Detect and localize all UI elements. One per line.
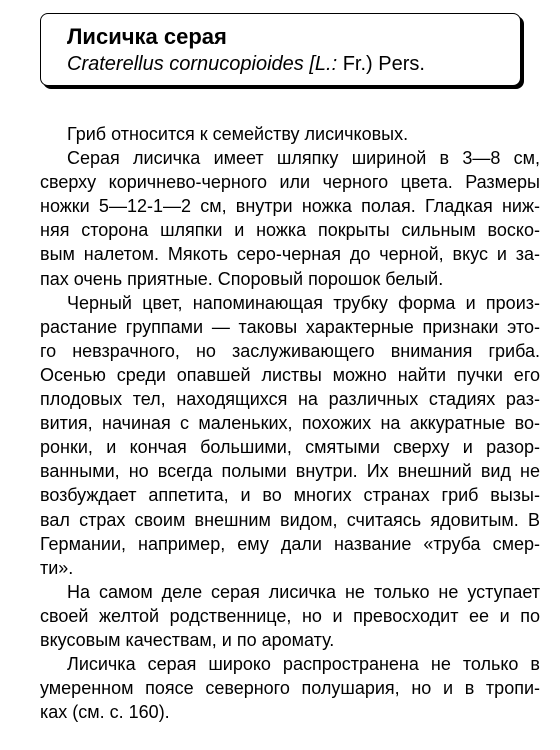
- text-line: ножки 5—12-1—2 см, внутри ножка полая. Гладкая ниж-: [40, 196, 540, 217]
- text-line: плодовых тел, находящихся на различных стадиях раз-: [40, 389, 540, 410]
- latin-name-species: Craterellus cornucopioides: [67, 53, 304, 75]
- text-line: вития, начиная с маленьких, похожих на аккуратные во-: [40, 413, 540, 434]
- text-line: На самом деле серая лисичка не только не уступает: [67, 581, 540, 602]
- text-line: няя сторона шляпки и ножка покрыты сильным воско-: [40, 220, 540, 241]
- text-line: своей желтой родственнице, но и превосходит ее и по: [40, 605, 540, 626]
- text-line: сверху коричнево-черного или черного цвета. Размеры: [40, 172, 540, 193]
- text-line: растание группами — таковы характерные признаки это-: [40, 316, 540, 337]
- text-line: ках (см. с. 160).: [40, 702, 170, 723]
- text-line: Серая лисичка имеет шляпку шириной в 3—8 см,: [67, 148, 540, 169]
- text-line: вым налетом. Мякоть серо-черная до черной, вкус и за-: [40, 244, 540, 265]
- latin-name-author: Fr.) Pers.: [337, 53, 425, 75]
- text-line: ти».: [40, 557, 74, 578]
- latin-name: [67, 53, 425, 76]
- text-line: вкусовым качествам, и по аромату.: [40, 629, 335, 650]
- text-line: ронки, и кончая большими, смятыми сверху и разор-: [40, 437, 540, 458]
- article-body: [40, 122, 540, 724]
- text-line: Черный цвет, напоминающая трубку форма и произ-: [67, 292, 540, 313]
- text-line: пах очень приятные. Споровый порошок белый.: [40, 268, 444, 289]
- text-line: Осенью среди опавшей листвы можно найти пучки его: [40, 364, 540, 385]
- text-line: возбуждает аппетита, и во многих странах гриб вызы-: [40, 485, 540, 506]
- text-line: Лисичка серая широко распространена не только в: [67, 654, 540, 675]
- latin-name-author-bracket: [L.:: [303, 53, 338, 75]
- text-line: Гриб относится к семейству лисичковых.: [67, 124, 409, 144]
- title-box: [40, 13, 521, 86]
- text-line: Германии, например, ему дали название «труба смер-: [40, 533, 540, 554]
- text-line: го невзрачного, но заслуживающего внимания гриба.: [40, 340, 540, 361]
- text-line: вал страх своим внешним видом, считаясь ядовитым. В: [40, 509, 540, 530]
- text-line: умеренном поясе северного полушария, но и в тропи-: [40, 678, 540, 699]
- text-line: ванными, но всегда полыми внутри. Их внешний вид не: [40, 461, 540, 482]
- page-title: Лисичка серая: [67, 24, 227, 49]
